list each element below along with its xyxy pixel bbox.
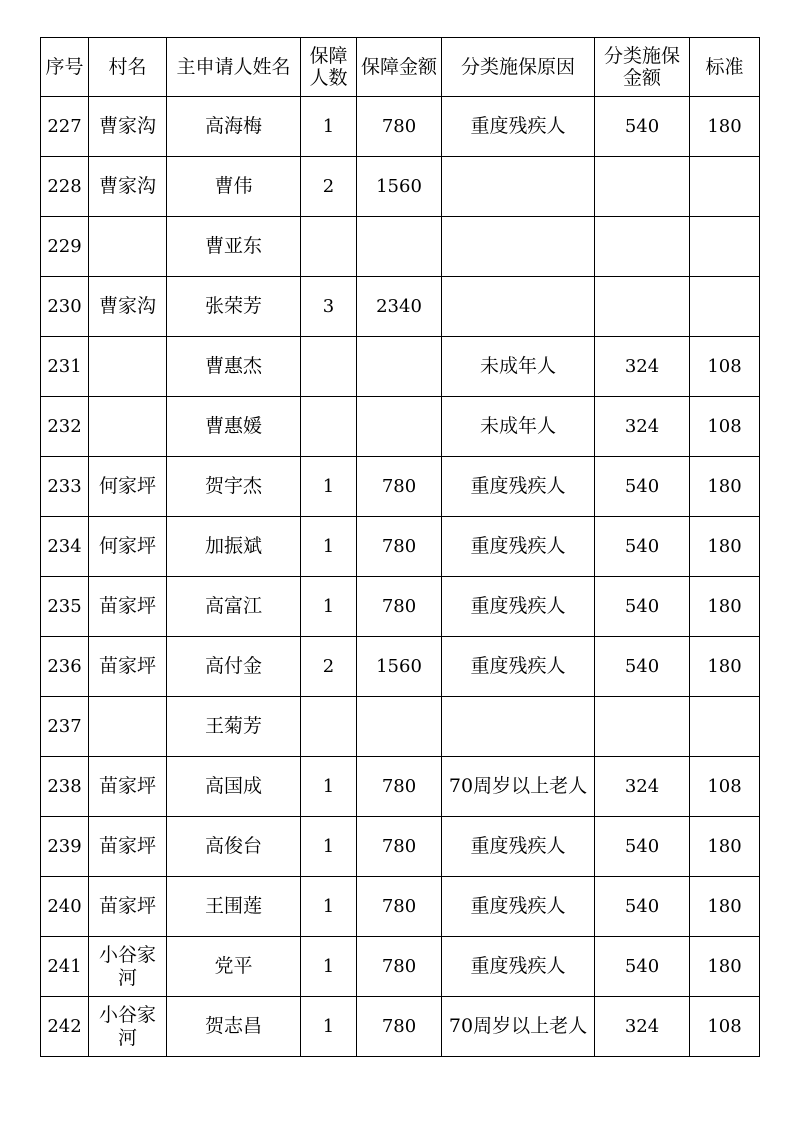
cell-village: 小谷家河 — [89, 997, 167, 1057]
cell-people-count — [301, 217, 357, 277]
cell-standard: 180 — [690, 817, 760, 877]
cell-village: 曹家沟 — [89, 277, 167, 337]
cell-amount: 780 — [357, 817, 442, 877]
cell-people-count: 1 — [301, 517, 357, 577]
cell-village — [89, 397, 167, 457]
cell-standard: 180 — [690, 877, 760, 937]
cell-standard: 180 — [690, 577, 760, 637]
cell-category-amount: 540 — [595, 457, 690, 517]
table-row — [41, 997, 760, 1057]
cell-reason: 重度残疾人 — [442, 517, 595, 577]
cell-applicant: 曹伟 — [167, 157, 301, 217]
cell-applicant: 曹亚东 — [167, 217, 301, 277]
cell-applicant: 王围莲 — [167, 877, 301, 937]
cell-people-count: 3 — [301, 277, 357, 337]
cell-applicant: 高富江 — [167, 577, 301, 637]
header-index: 序号 — [41, 38, 89, 97]
cell-reason — [442, 697, 595, 757]
cell-reason: 重度残疾人 — [442, 817, 595, 877]
cell-amount: 780 — [357, 997, 442, 1057]
cell-applicant: 王菊芳 — [167, 697, 301, 757]
cell-reason — [442, 157, 595, 217]
cell-category-amount: 540 — [595, 517, 690, 577]
table-row — [41, 337, 760, 397]
cell-reason: 未成年人 — [442, 337, 595, 397]
cell-category-amount: 324 — [595, 397, 690, 457]
cell-index: 231 — [41, 337, 89, 397]
cell-people-count: 2 — [301, 157, 357, 217]
cell-category-amount — [595, 217, 690, 277]
cell-standard — [690, 697, 760, 757]
cell-amount — [357, 397, 442, 457]
cell-village — [89, 217, 167, 277]
cell-applicant: 加振斌 — [167, 517, 301, 577]
cell-standard: 180 — [690, 637, 760, 697]
cell-standard: 108 — [690, 997, 760, 1057]
table-row — [41, 397, 760, 457]
cell-amount: 780 — [357, 877, 442, 937]
cell-people-count — [301, 397, 357, 457]
cell-village: 苗家坪 — [89, 637, 167, 697]
cell-amount — [357, 337, 442, 397]
cell-applicant: 张荣芳 — [167, 277, 301, 337]
cell-index: 227 — [41, 97, 89, 157]
cell-index: 235 — [41, 577, 89, 637]
cell-village: 苗家坪 — [89, 817, 167, 877]
header-standard: 标准 — [690, 38, 760, 97]
cell-index: 238 — [41, 757, 89, 817]
header-applicant: 主申请人姓名 — [167, 38, 301, 97]
header-row — [41, 38, 760, 97]
cell-category-amount: 540 — [595, 97, 690, 157]
cell-applicant: 贺宇杰 — [167, 457, 301, 517]
table-row — [41, 577, 760, 637]
cell-amount: 780 — [357, 457, 442, 517]
cell-category-amount — [595, 157, 690, 217]
cell-amount: 780 — [357, 97, 442, 157]
cell-category-amount: 324 — [595, 337, 690, 397]
cell-index: 240 — [41, 877, 89, 937]
cell-applicant: 高国成 — [167, 757, 301, 817]
cell-category-amount — [595, 697, 690, 757]
cell-index: 234 — [41, 517, 89, 577]
cell-people-count: 1 — [301, 457, 357, 517]
cell-people-count: 1 — [301, 757, 357, 817]
cell-applicant: 党平 — [167, 937, 301, 997]
cell-applicant: 曹惠杰 — [167, 337, 301, 397]
cell-reason — [442, 217, 595, 277]
cell-village: 苗家坪 — [89, 877, 167, 937]
cell-village: 曹家沟 — [89, 97, 167, 157]
cell-category-amount: 540 — [595, 577, 690, 637]
cell-index: 236 — [41, 637, 89, 697]
cell-index: 232 — [41, 397, 89, 457]
cell-amount: 2340 — [357, 277, 442, 337]
cell-people-count: 1 — [301, 937, 357, 997]
header-village: 村名 — [89, 38, 167, 97]
cell-reason: 重度残疾人 — [442, 577, 595, 637]
table-row — [41, 877, 760, 937]
cell-village — [89, 337, 167, 397]
table-row — [41, 817, 760, 877]
cell-amount — [357, 697, 442, 757]
cell-village — [89, 697, 167, 757]
table-row — [41, 697, 760, 757]
cell-amount: 780 — [357, 517, 442, 577]
cell-people-count: 1 — [301, 97, 357, 157]
cell-village: 苗家坪 — [89, 757, 167, 817]
cell-standard: 108 — [690, 337, 760, 397]
cell-category-amount: 324 — [595, 757, 690, 817]
cell-standard: 180 — [690, 517, 760, 577]
cell-applicant: 贺志昌 — [167, 997, 301, 1057]
cell-index: 239 — [41, 817, 89, 877]
cell-standard — [690, 277, 760, 337]
header-people-count: 保障人数 — [301, 38, 357, 97]
table-row — [41, 217, 760, 277]
cell-category-amount: 540 — [595, 937, 690, 997]
cell-reason — [442, 277, 595, 337]
cell-standard — [690, 217, 760, 277]
cell-reason: 重度残疾人 — [442, 457, 595, 517]
cell-amount — [357, 217, 442, 277]
cell-standard: 180 — [690, 457, 760, 517]
cell-standard: 108 — [690, 757, 760, 817]
cell-amount: 780 — [357, 577, 442, 637]
cell-index: 241 — [41, 937, 89, 997]
cell-village: 何家坪 — [89, 457, 167, 517]
cell-reason: 70周岁以上老人 — [442, 757, 595, 817]
cell-reason: 70周岁以上老人 — [442, 997, 595, 1057]
table-row — [41, 757, 760, 817]
table-row — [41, 457, 760, 517]
cell-village: 小谷家河 — [89, 937, 167, 997]
cell-index: 229 — [41, 217, 89, 277]
cell-standard: 108 — [690, 397, 760, 457]
cell-people-count: 1 — [301, 877, 357, 937]
cell-category-amount: 540 — [595, 637, 690, 697]
table-body — [41, 97, 760, 1057]
cell-applicant: 曹惠媛 — [167, 397, 301, 457]
cell-reason: 重度残疾人 — [442, 937, 595, 997]
cell-reason: 未成年人 — [442, 397, 595, 457]
cell-applicant: 高海梅 — [167, 97, 301, 157]
table-row — [41, 517, 760, 577]
cell-amount: 780 — [357, 937, 442, 997]
header-category-amount: 分类施保金额 — [595, 38, 690, 97]
cell-people-count: 2 — [301, 637, 357, 697]
cell-category-amount — [595, 277, 690, 337]
cell-people-count: 1 — [301, 817, 357, 877]
cell-index: 237 — [41, 697, 89, 757]
table-row — [41, 157, 760, 217]
cell-village: 曹家沟 — [89, 157, 167, 217]
cell-village: 何家坪 — [89, 517, 167, 577]
cell-people-count — [301, 337, 357, 397]
cell-people-count: 1 — [301, 997, 357, 1057]
cell-applicant: 高付金 — [167, 637, 301, 697]
cell-standard — [690, 157, 760, 217]
cell-reason: 重度残疾人 — [442, 97, 595, 157]
cell-category-amount: 540 — [595, 877, 690, 937]
cell-reason: 重度残疾人 — [442, 877, 595, 937]
cell-standard: 180 — [690, 97, 760, 157]
cell-index: 233 — [41, 457, 89, 517]
cell-reason: 重度残疾人 — [442, 637, 595, 697]
cell-index: 230 — [41, 277, 89, 337]
table-row — [41, 637, 760, 697]
cell-people-count: 1 — [301, 577, 357, 637]
cell-amount: 1560 — [357, 637, 442, 697]
data-table — [40, 37, 760, 1057]
cell-category-amount: 324 — [595, 997, 690, 1057]
cell-index: 228 — [41, 157, 89, 217]
header-amount: 保障金额 — [357, 38, 442, 97]
cell-amount: 1560 — [357, 157, 442, 217]
table-row — [41, 937, 760, 997]
header-reason: 分类施保原因 — [442, 38, 595, 97]
cell-standard: 180 — [690, 937, 760, 997]
cell-village: 苗家坪 — [89, 577, 167, 637]
table-row — [41, 277, 760, 337]
cell-amount: 780 — [357, 757, 442, 817]
cell-applicant: 高俊台 — [167, 817, 301, 877]
cell-index: 242 — [41, 997, 89, 1057]
table-row — [41, 97, 760, 157]
cell-people-count — [301, 697, 357, 757]
cell-category-amount: 540 — [595, 817, 690, 877]
